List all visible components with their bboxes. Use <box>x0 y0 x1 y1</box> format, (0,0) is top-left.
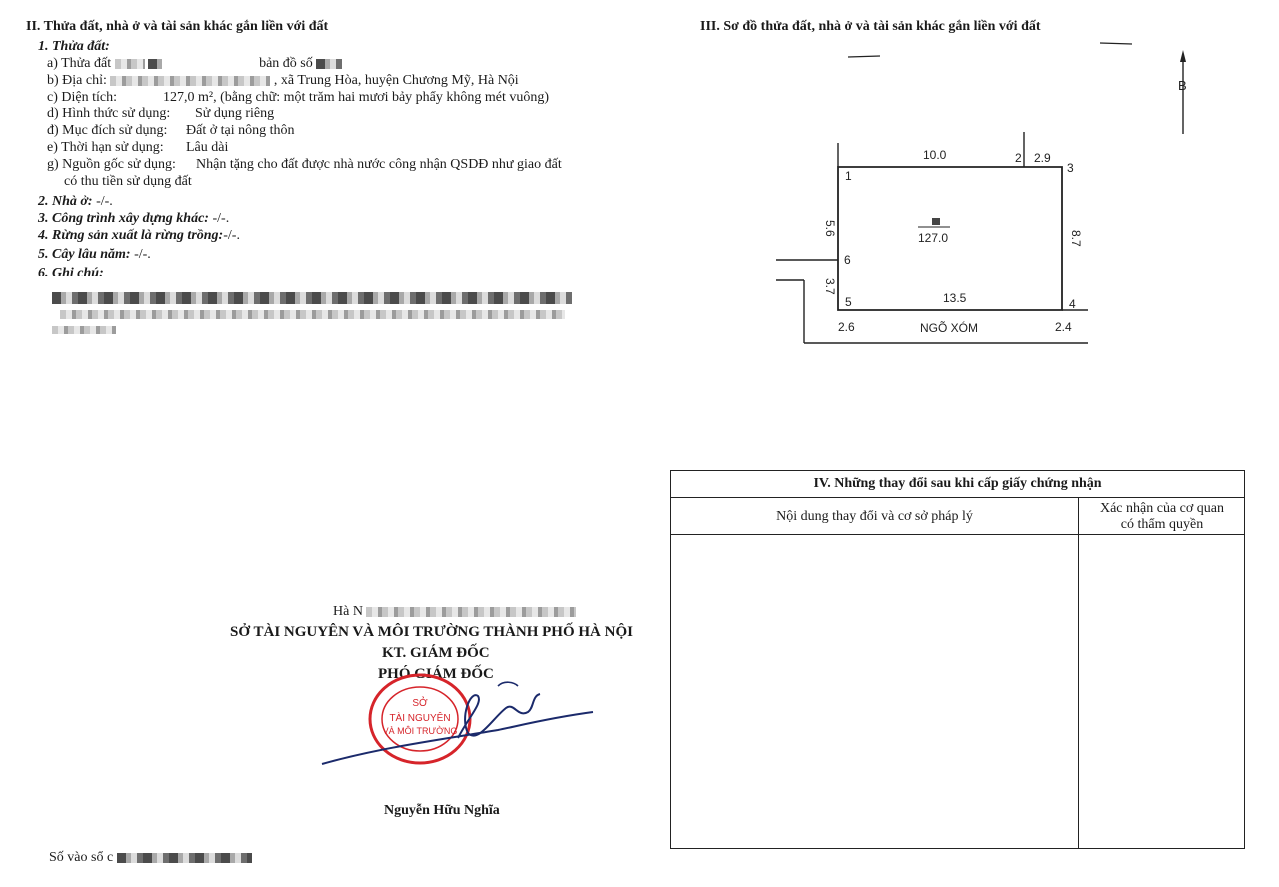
item2-value: -/-. <box>96 194 113 209</box>
book-entry-label: Số vào sổ c <box>49 850 114 865</box>
item3-value: -/-. <box>212 211 230 226</box>
item2 <box>38 194 113 210</box>
changes-table <box>670 470 1245 849</box>
row-g-value2: có thu tiền sử dụng đất <box>64 174 192 189</box>
column-divider <box>1078 497 1079 848</box>
edge-right: 8.7 <box>1069 230 1083 247</box>
column-header-confirmation <box>1080 501 1244 533</box>
edge-left-upper: 5.6 <box>823 220 837 237</box>
row-d-label: d) Hình thức sử dụng: <box>47 106 171 121</box>
column-header-changes: Nội dung thay đổi và cơ sở pháp lý <box>776 509 973 524</box>
point-3: 3 <box>1067 161 1074 175</box>
item6-label: 6. Ghi chú: <box>38 266 104 276</box>
column-header-line1: Xác nhận của cơ quan <box>1099 501 1224 516</box>
row-g-label: g) Nguồn gốc sử dụng: <box>47 157 176 172</box>
item4-value: -/-. <box>223 228 240 243</box>
changes-content-cell <box>671 535 1078 848</box>
section2-title: II. Thửa đất, nhà ở và tài sản khác gắn liền với đất <box>26 19 329 34</box>
redacted-text <box>366 607 576 617</box>
row-a <box>47 56 342 72</box>
point-6: 6 <box>844 253 851 267</box>
point-1: 1 <box>845 169 852 183</box>
handwritten-signature <box>318 678 598 770</box>
road-left-width: 2.6 <box>838 320 855 334</box>
seal-mid: TÀI NGUYÊN <box>389 713 451 724</box>
row-dd-label: đ) Mục đích sử dụng: <box>47 123 168 138</box>
item5 <box>38 247 151 263</box>
item4 <box>38 228 240 244</box>
seal-top: SỞ <box>412 698 428 709</box>
north-label: B <box>1178 78 1187 93</box>
book-entry <box>49 850 252 866</box>
redacted-text <box>110 76 270 86</box>
redacted-text <box>148 59 162 69</box>
row-a-mid: bản đồ số <box>259 56 313 71</box>
point-4: 4 <box>1069 297 1076 311</box>
row-b <box>47 73 519 89</box>
item5-value: -/-. <box>134 247 151 262</box>
land-plot-diagram <box>760 40 1200 360</box>
item1-heading: 1. Thửa đất: <box>38 39 110 54</box>
point-2: 2 <box>1015 151 1022 165</box>
plot-area: 127.0 <box>918 231 949 245</box>
signing-kt: KT. GIÁM ĐỐC <box>382 645 490 661</box>
column-header-line2: có thẩm quyền <box>1120 517 1204 532</box>
row-d-value: Sử dụng riêng <box>195 106 275 121</box>
signing-role: PHÓ GIÁM ĐỐC <box>378 666 494 682</box>
redacted-text <box>52 326 116 334</box>
item4-label: 4. Rừng sản xuất là rừng trồng: <box>38 228 224 243</box>
item2-label: 2. Nhà ở: <box>38 194 93 209</box>
item3 <box>38 211 229 227</box>
signing-place-text: Hà N <box>333 604 363 619</box>
item3-label: 3. Công trình xây dựng khác: <box>38 211 209 226</box>
redacted-text <box>316 59 342 69</box>
signing-org: SỞ TÀI NGUYÊN VÀ MÔI TRƯỜNG THÀNH PHỐ HÀ NỘI <box>230 624 633 640</box>
row-b-label: b) Địa chỉ: <box>47 73 107 88</box>
signing-place <box>333 604 576 620</box>
seal-bot: VÀ MÔI TRƯỜNG <box>382 726 458 736</box>
redacted-text <box>115 59 145 69</box>
plot-boundary <box>838 167 1062 310</box>
signer-name: Nguyễn Hữu Nghĩa <box>384 803 500 818</box>
section4-title: IV. Những thay đổi sau khi cấp giấy chứng nhận <box>671 471 1244 498</box>
row-e-label: e) Thời hạn sử dụng: <box>47 140 164 155</box>
section3-title: III. Sơ đồ thửa đất, nhà ở và tài sản khác gắn liền với đất <box>700 19 1041 34</box>
row-g-value: Nhận tặng cho đất được nhà nước công nhận QSDĐ như giao đất <box>196 157 562 172</box>
row-b-value: , xã Trung Hòa, huyện Chương Mỹ, Hà Nội <box>273 73 519 88</box>
item5-label: 5. Cây lâu năm: <box>38 247 131 262</box>
redacted-text <box>117 853 252 863</box>
redacted-note <box>52 292 572 342</box>
point-5: 5 <box>845 295 852 309</box>
row-e-value: Lâu dài <box>186 140 229 155</box>
row-c-value: 127,0 m², (bằng chữ: một trăm hai mươi bảy phẩy không mét vuông) <box>163 90 550 105</box>
road-right-width: 2.4 <box>1055 320 1072 334</box>
row-c-label: c) Diện tích: <box>47 90 117 105</box>
road-label: NGÕ XÓM <box>920 321 979 335</box>
row-dd-value: Đất ở tại nông thôn <box>186 123 295 138</box>
redacted-text <box>52 292 572 304</box>
confirmation-cell <box>1080 535 1244 848</box>
edge-left-lower: 3.7 <box>823 278 837 295</box>
redacted-text <box>60 310 565 319</box>
row-a-label: a) Thửa đất <box>47 56 112 71</box>
edge-top-small: 2.9 <box>1034 151 1051 165</box>
edge-bottom: 13.5 <box>943 291 967 305</box>
edge-top: 10.0 <box>923 148 947 162</box>
